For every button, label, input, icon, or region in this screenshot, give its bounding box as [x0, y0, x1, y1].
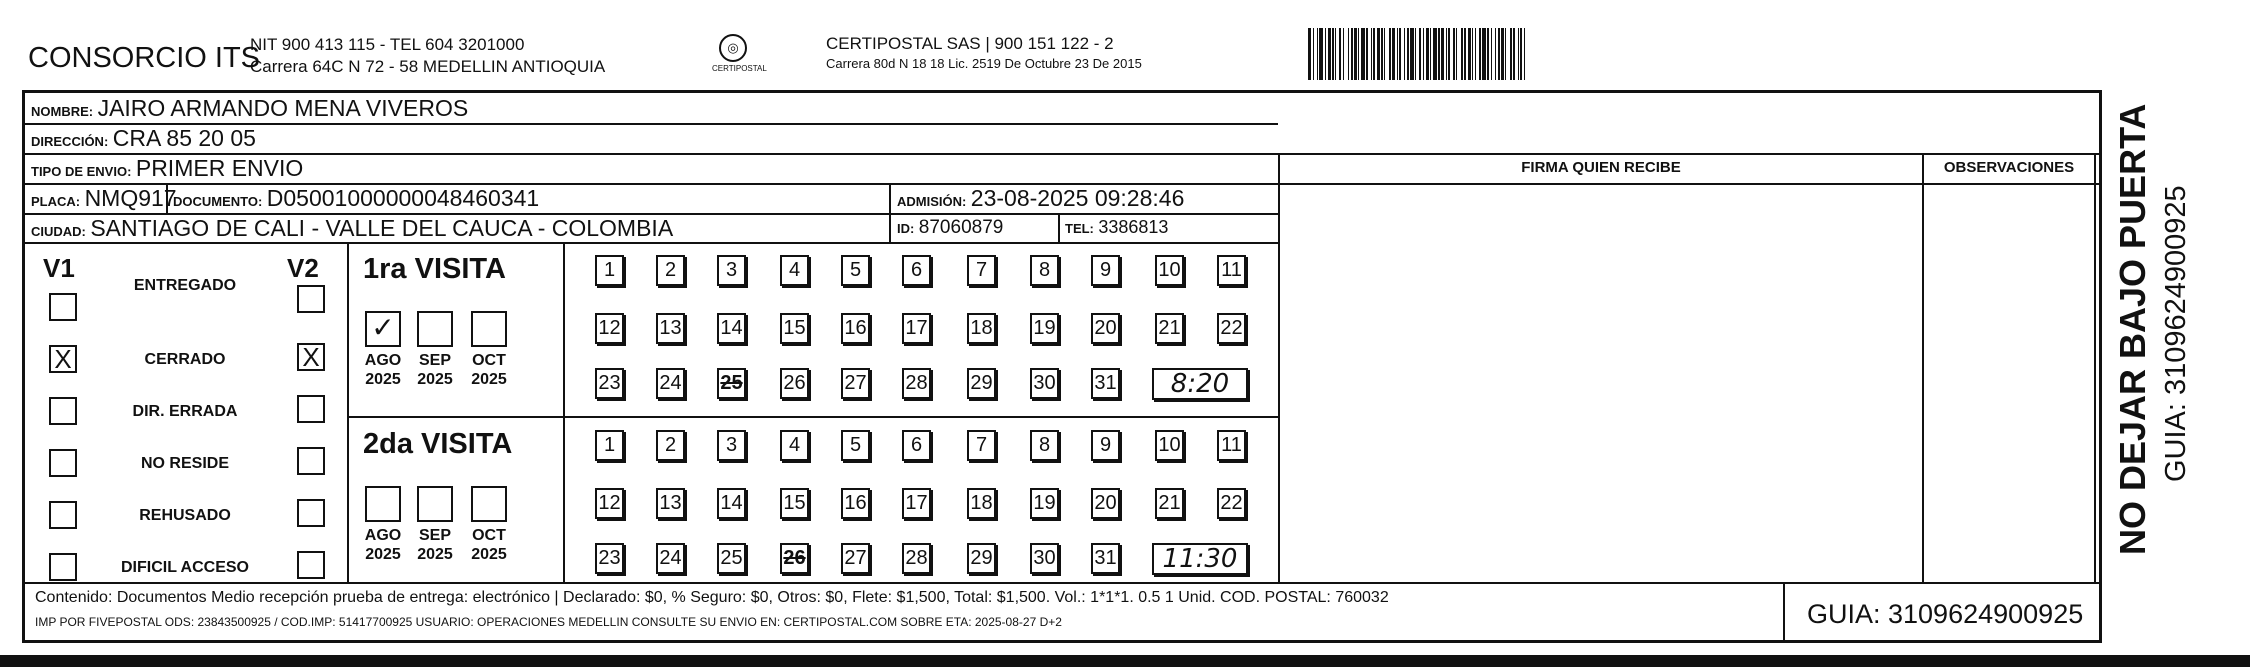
v1-checkbox[interactable] [49, 449, 77, 477]
month-label: AGO 2025 [364, 527, 402, 563]
day-box[interactable]: 1 [595, 430, 624, 461]
day-box[interactable]: 11 [1217, 430, 1246, 461]
day-box[interactable]: 15 [780, 313, 809, 344]
month-label: SEP 2025 [417, 527, 453, 563]
ciudad-value: SANTIAGO DE CALI - VALLE DEL CAUCA - COLOMBIA [90, 215, 674, 241]
id-value: 87060879 [918, 217, 1004, 238]
day-box[interactable]: 13 [656, 313, 685, 344]
day-box[interactable]: 3 [717, 255, 746, 286]
direccion-value: CRA 85 20 05 [112, 125, 256, 151]
day-box[interactable]: 6 [902, 255, 931, 286]
logo-text: CERTIPOSTAL [712, 64, 767, 73]
day-box[interactable]: 28 [902, 543, 931, 574]
day-box[interactable]: 10 [1155, 430, 1184, 461]
day-box[interactable]: 29 [967, 368, 996, 399]
day-box[interactable]: 18 [967, 313, 996, 344]
day-box[interactable]: 19 [1030, 313, 1059, 344]
visit-title: 2da VISITA [363, 428, 513, 460]
day-box[interactable]: 8 [1030, 430, 1059, 461]
day-box[interactable]: 11 [1217, 255, 1246, 286]
day-box[interactable]: 30 [1030, 543, 1059, 574]
day-box[interactable]: 6 [902, 430, 931, 461]
month-checkbox[interactable]: ✓ [365, 311, 401, 347]
day-box[interactable]: 3 [717, 430, 746, 461]
v1-checkbox[interactable] [49, 501, 77, 529]
day-box[interactable]: 22 [1217, 313, 1246, 344]
v1-checkbox[interactable] [49, 553, 77, 581]
tel-value: 3386813 [1098, 217, 1169, 237]
company-info [250, 34, 605, 78]
firma-header: FIRMA QUIEN RECIBE [1521, 159, 1681, 176]
tipo-envio-field: TIPO DE ENVIO: PRIMER ENVIO [31, 155, 304, 181]
footer-imp: IMP POR FIVEPOSTAL ODS: 23843500925 / COD.IMP: 51417700925 USUARIO: OPERACIONES MEDELLIN CONSULTE SU ENVIO EN: CERTIPOSTAL.COM SOBRE ETA: 2025-08-27 D+2 [35, 615, 1062, 629]
day-box[interactable]: 4 [780, 430, 809, 461]
month-label: OCT 2025 [471, 352, 507, 388]
v2-checkbox[interactable]: X [297, 343, 325, 371]
placa-value: NMQ917 [84, 185, 177, 211]
month-checkbox[interactable] [471, 486, 507, 522]
time-box[interactable]: 11:30 [1152, 543, 1248, 575]
time-box[interactable]: 8:20 [1152, 368, 1248, 400]
day-box[interactable]: 21 [1155, 488, 1184, 519]
day-box[interactable]: 20 [1091, 313, 1120, 344]
day-box[interactable]: 17 [902, 313, 931, 344]
day-box[interactable]: 2 [656, 255, 685, 286]
tipo-envio-value: PRIMER ENVIO [135, 155, 304, 181]
day-box[interactable]: 7 [967, 430, 996, 461]
placa-field: PLACA: NMQ917 [31, 185, 177, 211]
day-box[interactable]: 12 [595, 313, 624, 344]
certipostal-logo [712, 34, 767, 82]
day-box[interactable]: 13 [656, 488, 685, 519]
v1-checkbox[interactable] [49, 293, 77, 321]
day-box[interactable]: 21 [1155, 313, 1184, 344]
status-label: REHUSADO [139, 507, 231, 524]
v2-checkbox[interactable] [297, 285, 325, 313]
nombre-value: JAIRO ARMANDO MENA VIVEROS [97, 95, 469, 121]
day-box[interactable]: 26 [780, 543, 809, 574]
company-name: CONSORCIO ITS [28, 42, 261, 74]
direccion-field: DIRECCIÓN: CRA 85 20 05 [31, 125, 256, 151]
documento-value: D050010000000484603​41 [266, 185, 540, 211]
day-box[interactable]: 10 [1155, 255, 1184, 286]
day-box[interactable]: 1 [595, 255, 624, 286]
day-box[interactable]: 25 [717, 543, 746, 574]
month-label: OCT 2025 [471, 527, 507, 563]
logo-icon: ◎ [719, 34, 747, 62]
month-checkbox[interactable] [365, 486, 401, 522]
day-box[interactable]: 19 [1030, 488, 1059, 519]
status-label: DIR. ERRADA [132, 403, 238, 420]
day-box[interactable]: 22 [1217, 488, 1246, 519]
status-label: ENTREGADO [133, 277, 237, 294]
visit-title: 1ra VISITA [363, 253, 506, 285]
day-box[interactable]: 12 [595, 488, 624, 519]
day-box[interactable]: 9 [1091, 255, 1120, 286]
address-line: Carrera 64C N 72 - 58 MEDELLIN ANTIOQUIA [250, 57, 606, 76]
day-box[interactable]: 27 [841, 543, 870, 574]
day-box[interactable]: 7 [967, 255, 996, 286]
delivery-form [22, 90, 2102, 643]
status-label: NO RESIDE [140, 455, 229, 472]
footer-contenido: Contenido: Documentos Medio recepción prueba de entrega: electrónico | Declarado: $0, % Seguro: $0, Otros: $0, Flete: $1,500, Total: $1,500. Vol.: 1*1*1. 0.5 1 Unid. COD. POSTAL: 760032 [35, 589, 1389, 606]
ciudad-field: CIUDAD: SANTIAGO DE CALI - VALLE DEL CAUCA - COLOMBIA [31, 215, 674, 241]
day-box[interactable]: 8 [1030, 255, 1059, 286]
day-box[interactable]: 25 [717, 368, 746, 399]
documento-field: DOCUMENTO: D050010000000484603​41 [173, 185, 540, 211]
admision-field: ADMISIÓN: 23-08-2025 09:28:46 [897, 185, 1185, 211]
v1-header: V1 [43, 253, 75, 283]
day-box[interactable]: 4 [780, 255, 809, 286]
month-label: AGO 2025 [364, 352, 402, 388]
day-box[interactable]: 5 [841, 430, 870, 461]
day-box[interactable]: 27 [841, 368, 870, 399]
day-box[interactable]: 2 [656, 430, 685, 461]
certi-line1: CERTIPOSTAL SAS | 900 151 122 - 2 [826, 34, 1114, 53]
v2-checkbox[interactable] [297, 395, 325, 423]
day-box[interactable]: 5 [841, 255, 870, 286]
day-box[interactable]: 14 [717, 313, 746, 344]
day-box[interactable]: 28 [902, 368, 931, 399]
v2-checkbox[interactable] [297, 499, 325, 527]
day-box[interactable]: 20 [1091, 488, 1120, 519]
footer-guia: GUIA: 3109624900925 [1807, 599, 2084, 629]
status-label: DIFICIL ACCESO [120, 559, 249, 576]
day-box[interactable]: 14 [717, 488, 746, 519]
v1-checkbox[interactable] [49, 397, 77, 425]
day-box[interactable]: 30 [1030, 368, 1059, 399]
day-box[interactable]: 31 [1091, 368, 1120, 399]
no-dejar-notice: NO DEJAR BAJO PUERTA [2112, 103, 2153, 555]
day-box[interactable]: 9 [1091, 430, 1120, 461]
v1-checkbox[interactable]: X [49, 345, 77, 373]
v2-header: V2 [287, 253, 319, 283]
day-box[interactable]: 23 [595, 543, 624, 574]
v2-checkbox[interactable] [297, 551, 325, 579]
day-box[interactable]: 29 [967, 543, 996, 574]
observaciones-header: OBSERVACIONES [1943, 159, 2075, 176]
bottom-band [0, 655, 2250, 667]
v2-checkbox[interactable] [297, 447, 325, 475]
nit-line: NIT 900 413 115 - TEL 604 3201000 [250, 35, 525, 54]
side-guia: GUIA: 3109624900925 [2160, 185, 2192, 482]
month-checkbox[interactable] [417, 486, 453, 522]
day-box[interactable]: 18 [967, 488, 996, 519]
day-box[interactable]: 16 [841, 313, 870, 344]
certipostal-info [826, 34, 1142, 74]
day-box[interactable]: 15 [780, 488, 809, 519]
barcode [1308, 28, 1938, 80]
admision-value: 23-08-2025 09:28:46 [970, 185, 1185, 211]
nombre-field: NOMBRE: JAIRO ARMANDO MENA VIVEROS [31, 95, 469, 121]
id-field: ID: 87060879 [897, 217, 1004, 238]
tel-field: TEL: 3386813 [1065, 217, 1169, 237]
month-checkbox[interactable] [471, 311, 507, 347]
day-box[interactable]: 24 [656, 543, 685, 574]
month-label: SEP 2025 [417, 352, 453, 388]
month-checkbox[interactable] [417, 311, 453, 347]
day-box[interactable]: 26 [780, 368, 809, 399]
day-box[interactable]: 31 [1091, 543, 1120, 574]
day-box[interactable]: 17 [902, 488, 931, 519]
day-box[interactable]: 24 [656, 368, 685, 399]
day-box[interactable]: 23 [595, 368, 624, 399]
day-box[interactable]: 16 [841, 488, 870, 519]
certi-line2: Carrera 80d N 18 18 Lic. 2519 De Octubre 23 De 2015 [826, 56, 1142, 71]
status-label: CERRADO [144, 351, 226, 368]
